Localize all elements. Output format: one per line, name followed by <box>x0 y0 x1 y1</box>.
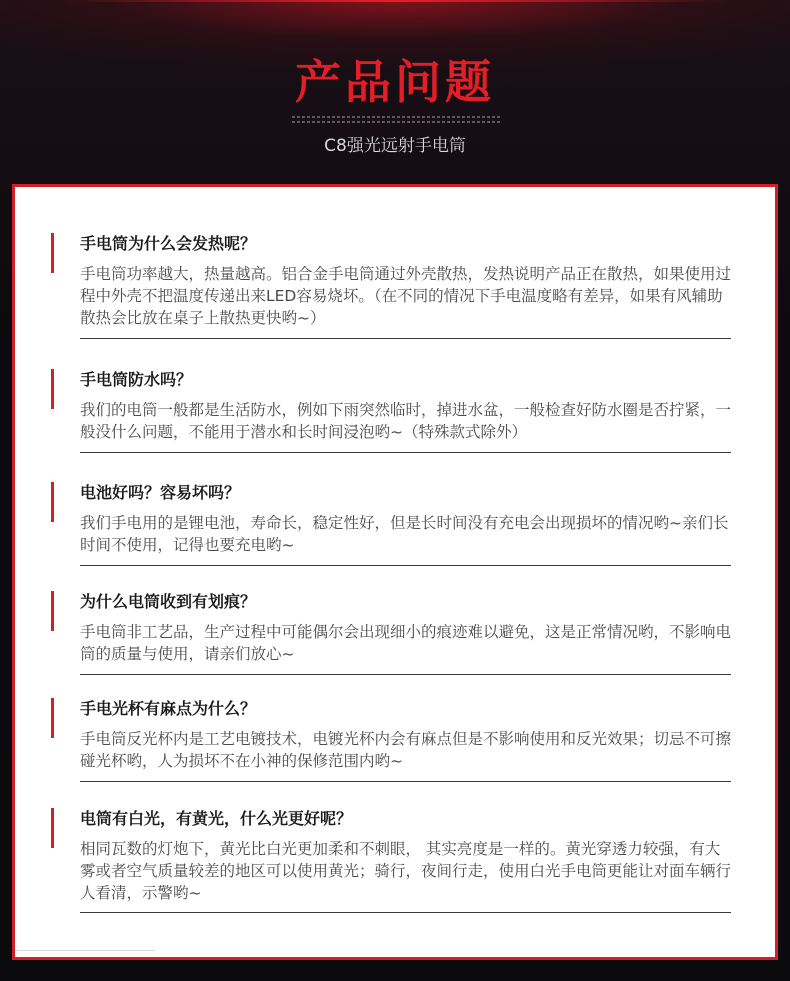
faq-accent-bar <box>51 233 54 273</box>
faq-panel <box>12 184 778 960</box>
faq-divider <box>80 781 731 782</box>
faq-question: 为什么电筒收到有划痕？ <box>80 592 257 611</box>
decorative-tagline-row <box>292 116 502 118</box>
faq-accent-bar <box>51 808 54 848</box>
faq-answer: 我们的电筒一般都是生活防水，例如下雨突然临时，掉进水盆，一般检查好防水圈是否拧紧，一般没什么问题，不能用于潜水和长时间浸泡哟~（特殊款式除外） <box>80 401 732 441</box>
faq-question: 电池好吗？容易坏吗？ <box>80 483 241 502</box>
faq-answer: 我们手电用的是锂电池，寿命长，稳定性好，但是长时间没有充电会出现损坏的情况哟~亲们长时间不使用，记得也要充电哟~ <box>80 514 729 554</box>
faq-answer: 手电筒功率越大，热量越高。铝合金手电筒通过外壳散热，发热说明产品正在散热，如果使用过程中外壳不把温度传递出来LED容易烧坏。（在不同的情况下手电温度略有差异，如果有风辅助散热会比放在桌子上散热更快哟~） <box>80 265 732 327</box>
faq-divider <box>80 452 731 453</box>
faq-accent-bar <box>51 369 54 409</box>
faq-divider <box>80 565 731 566</box>
top-glow-line <box>60 0 730 2</box>
faq-question: 手电筒防水吗？ <box>80 370 193 389</box>
faq-answer: 相同瓦数的灯炮下，黄光比白光更加柔和不刺眼， 其实亮度是一样的。黄光穿透力较强，有大雾或者空气质量较差的地区可以使用黄光；骑行，夜间行走，使用白光手电筒更能让对面车辆行人看清，示警哟~ <box>80 840 732 902</box>
faq-accent-bar <box>51 482 54 522</box>
faq-divider <box>80 338 731 339</box>
page-subtitle: C8强光远射手电筒 <box>324 136 466 156</box>
faq-question: 电筒有白光，有黄光，什么光更好呢？ <box>80 809 353 828</box>
faq-question: 手电光杯有麻点为什么？ <box>80 699 257 718</box>
faq-divider <box>80 912 731 913</box>
decorative-corner-line <box>15 950 155 951</box>
faq-answer: 手电筒反光杯内是工艺电镀技术，电镀光杯内会有麻点但是不影响使用和反光效果；切忌不可擦碰光杯哟，人为损坏不在小神的保修范围内哟~ <box>80 730 732 770</box>
decorative-tagline-row <box>292 121 502 123</box>
faq-accent-bar <box>51 591 54 631</box>
page-title: 产品问题 <box>295 55 495 109</box>
decorative-tagline <box>292 113 502 127</box>
faq-question: 手电筒为什么会发热呢？ <box>80 234 257 253</box>
faq-divider <box>80 674 731 675</box>
faq-accent-bar <box>51 698 54 738</box>
faq-answer: 手电筒非工艺品，生产过程中可能偶尔会出现细小的痕迹难以避免，这是正常情况哟，不影响电筒的质量与使用，请亲们放心~ <box>80 623 732 663</box>
